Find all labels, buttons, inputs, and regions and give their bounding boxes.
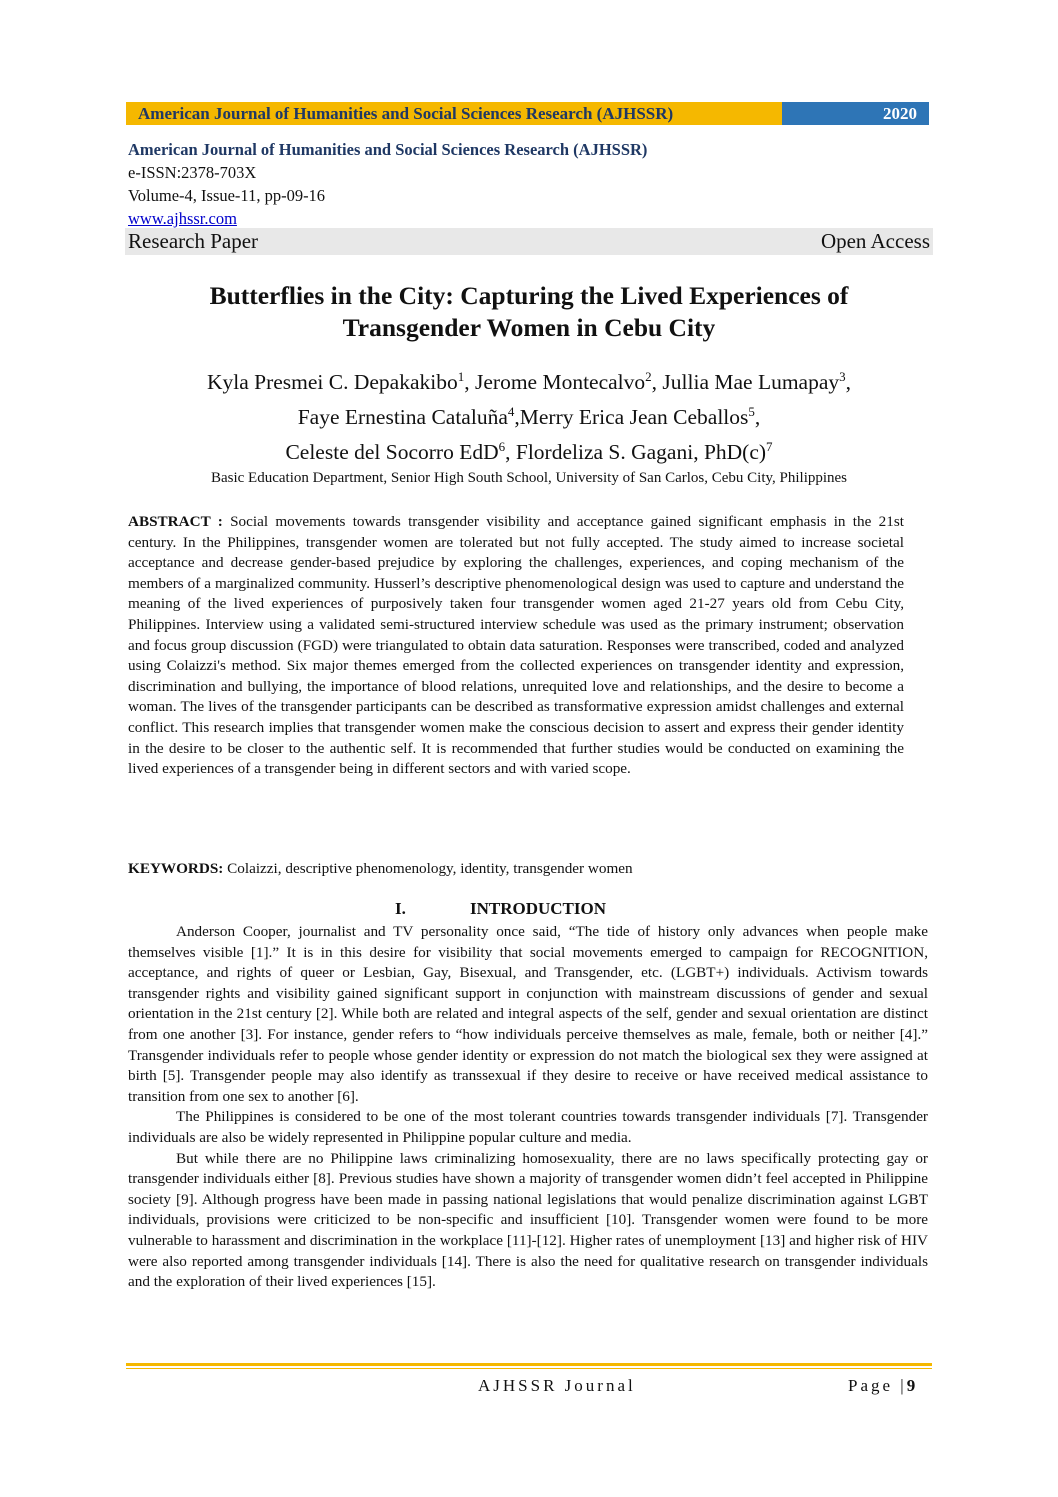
paper-type-bar — [125, 228, 933, 255]
keywords-label: KEYWORDS: — [128, 860, 224, 877]
author-affiliation-mark: 1 — [457, 369, 465, 384]
keywords-text: Colaizzi, descriptive phenomenology, identity, transgender women — [223, 860, 633, 877]
journal-issn: e-ISSN:2378-703X — [128, 163, 257, 182]
author-separator: , — [754, 405, 761, 430]
author-name: , Flordeliza S. Gagani, PhD(c) — [505, 440, 767, 465]
author-name: , Jerome Montecalvo — [464, 370, 646, 395]
footer-divider — [126, 1363, 932, 1366]
author-name: , Jullia Mae Lumapay — [651, 370, 840, 395]
section-number: I. — [395, 899, 406, 918]
journal-volume: Volume-4, Issue-11, pp-09-16 — [128, 186, 326, 205]
footer-divider-thin — [126, 1368, 932, 1369]
author-affiliation-mark: 7 — [766, 439, 773, 455]
paper-title — [126, 280, 932, 344]
author-affiliation-mark: 3 — [839, 369, 846, 384]
journal-name: American Journal of Humanities and Social Sciences Research (AJHSSR) — [128, 140, 648, 159]
paper-title-line2: Transgender Women in Cebu City — [342, 313, 716, 342]
journal-website-link[interactable]: www.ajhssr.com — [128, 209, 237, 228]
author-name: Kyla Presmei C. Depakakibo — [206, 370, 458, 395]
paper-title-line1: Butterflies in the City: Capturing the Lived Experiences of — [209, 281, 849, 310]
author-affiliation-mark: 4 — [507, 404, 515, 420]
abstract-label: ABSTRACT : — [128, 513, 223, 530]
keywords — [128, 860, 904, 878]
paragraph: The Philippines is considered to be one of the most tolerant countries towards transgender individuals [7]. Transgender individuals are also be widely represented in Philippine popular culture and media. — [128, 1108, 928, 1146]
abstract — [128, 512, 904, 780]
author-affiliation-mark: 2 — [645, 369, 652, 384]
author-name: ,Merry Erica Jean Ceballos — [514, 405, 749, 430]
paragraph: Anderson Cooper, journalist and TV personality once said, “The tide of history only advances when people make themselves visible [1].” It is in this desire for visibility that social movements emerged to campaign for RECOGNITION, acceptance, and rights of queer or Lesbian, Gay, Bisexual, and Transgender, etc. (LGBT+) individuals. Activism towards transgender rights and visibility gained significant support in conjunction with mainstream discussions of gender and sexual orientation in the 21st century [2]. While both are related and integral aspects of the self, gender and sexual orientation are distinct from one another [3]. For instance, gender refers to “how individuals perceive themselves as male, female, both or neither [4].” Transgender individuals refer to people whose gender identity or expression do not match the biological sex they were assigned at birth [5]. Transgender people may also identify as transsexual if they desire to receive or have received medical assistance to transition from one sex to another [6]. — [128, 923, 928, 1105]
author-name: Celeste del Socorro EdD — [285, 440, 499, 465]
author-name: Faye Ernestina Cataluña — [297, 405, 508, 430]
footer-journal: AJHSSR Journal — [478, 1376, 636, 1395]
paper-type: Research Paper — [128, 229, 259, 253]
footer-page-label: Page | — [848, 1376, 907, 1395]
section-title: INTRODUCTION — [470, 899, 607, 918]
access-type: Open Access — [820, 229, 930, 253]
introduction-body — [128, 922, 928, 1293]
abstract-text: Social movements towards transgender visibility and acceptance gained significant emphasis in the 21st century. In the Philippines, transgender women are tolerated but not fully accepted. The study aimed to increase societal acceptance and decrease gender-based prejudice by exploring the challenges, experiences, and coping mechanism of the members of a marginalized community. Husserl’s descriptive phenomenological design was used to capture and understand the meaning of the lived experiences of purposively taken four transgender women aged 21-27 years old from Cebu City, Philippines. Interview using a validated semi-structured interview schedule was used as the primary instrument; observation and focus group discussion (FGD) were triangulated to obtain data saturation. Responses were transcribed, coded and analyzed using Colaizzi's method. Six major themes emerged from the collected experiences on transgender identity and expression, discrimination and bullying, the importance of blood relations, unrequited love and relationships, and the desire to become a woman. The lives of the transgender participants can be described as transformative expression amidst challenges and external conflict. This research implies that transgender women make the conscious decision to assert and express their gender identity in the desire to be closer to the authentic self. It is recommended that further studies would be conducted on examining the lived experiences of a transgender being in different sectors and with varied scope. — [128, 513, 904, 778]
running-header — [126, 102, 929, 125]
footer-page — [848, 1376, 915, 1396]
author-separator: , — [845, 370, 852, 395]
author-affiliation-mark: 5 — [748, 404, 755, 420]
page-number: 9 — [906, 1376, 916, 1395]
running-header-year: 2020 — [782, 102, 929, 125]
journal-info — [128, 138, 928, 230]
author-affiliation-mark: 6 — [498, 439, 506, 455]
running-header-journal: American Journal of Humanities and Social Sciences Research (AJHSSR) — [126, 102, 782, 125]
author-list — [126, 362, 932, 467]
affiliation: Basic Education Department, Senior High South School, University of San Carlos, Cebu City, Philippines — [210, 470, 848, 486]
paragraph: But while there are no Philippine laws criminalizing homosexuality, there are no laws specifically protecting gay or transgender individuals either [8]. Previous studies have shown a majority of transgender women didn’t feel accepted in Philippine society [9]. Although progress have been made in passing national legislations that would penalize discrimination against LGBT individuals, provisions were criticized to be non-specific and insufficient [10]. Transgender women were found to be more vulnerable to harassment and discrimination in the workplace [11]-[12]. Higher rates of unemployment [13] and higher risk of HIV were also reported among transgender individuals [14]. There is also the need for qualitative research on transgender individuals and the exploration of their lived experiences [15]. — [128, 1149, 928, 1291]
